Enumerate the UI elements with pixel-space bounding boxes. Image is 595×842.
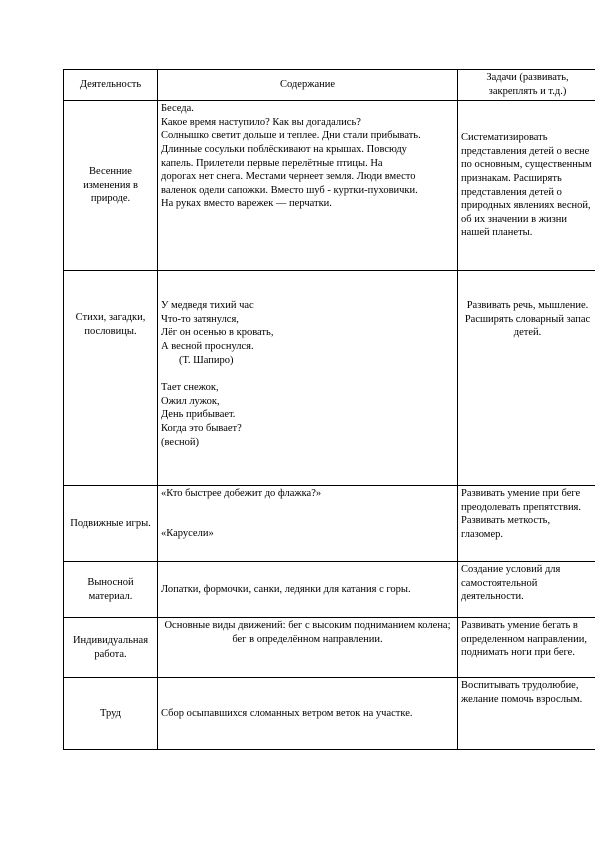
content-cell: Сбор осыпавшихся сломанных ветром веток на участке.: [158, 678, 458, 750]
content-cell: Лопатки, формочки, санки, ледянки для катания с горы.: [158, 562, 458, 618]
content-cell: Основные виды движений: бег с высоким подниманием колена; бег в определённом направлении.: [158, 618, 458, 678]
header-tasks: Задачи (развивать, закреплять и т.д.): [458, 70, 595, 101]
content-line: На руках вместо варежек — перчатки.: [161, 198, 332, 210]
activity-cell: Весенние изменения в природе.: [64, 101, 158, 271]
header-content: Содержание: [158, 70, 458, 101]
content-line: дорогах нет снега. Местами чернеет земля. Люди вместо: [161, 171, 416, 183]
tasks-cell: Систематизировать представления детей о весне по основным, существенным признакам. Расширять представления детей о природных явлениях весной, об их значении в жизни нашей планеты.: [458, 101, 595, 271]
riddle-line: День прибывает.: [161, 409, 236, 421]
task-text: Развивать меткость, глазомер.: [461, 515, 551, 540]
poem-line: У медведя тихий час: [161, 300, 254, 311]
tasks-cell: [458, 486, 595, 562]
row-labor: [64, 678, 595, 750]
activity-cell: Выносной материал.: [64, 562, 158, 618]
row-outdoor-games: [64, 486, 595, 562]
activity-cell: Труд: [64, 678, 158, 750]
content-cell: [158, 101, 458, 271]
content-line: Беседа.: [161, 103, 194, 114]
content-line: Длинные сосульки поблёскивают на крышах. Повсюду: [161, 143, 407, 155]
content-cell: [158, 486, 458, 562]
content-line: Какое время наступило? Как вы догадались?: [161, 116, 361, 128]
riddle-answer: (весной): [161, 436, 199, 448]
tasks-cell: Воспитывать трудолюбие, желание помочь взрослым.: [458, 678, 595, 750]
plan-table: [63, 69, 595, 750]
poem-author: (Т. Шапиро): [179, 354, 234, 366]
riddle-line: Тает снежок,: [161, 382, 219, 394]
content-line: валенок одели сапожки. Вместо шуб - куртки-пуховички.: [161, 184, 418, 196]
poem-line: Лёг он осенью в кровать,: [161, 327, 274, 339]
riddle-line: Когда это бывает?: [161, 423, 242, 435]
poem-line: А весной проснулся.: [161, 340, 254, 352]
activity-cell: Индивидуальная работа.: [64, 618, 158, 678]
poem-line: Что-то затянулся,: [161, 313, 239, 325]
activity-cell: Подвижные игры.: [64, 486, 158, 562]
row-outdoor-material: [64, 562, 595, 618]
header-activity: Деятельность: [64, 70, 158, 101]
content-line: Солнышко светит дольше и теплее. Дни стали прибывать.: [161, 130, 421, 142]
activity-cell: Стихи, загадки, пословицы.: [64, 271, 158, 486]
task-text: Развивать умение при беге преодолевать препятствия.: [461, 488, 582, 513]
table-header-row: [64, 70, 595, 101]
content-cell: [158, 271, 458, 486]
tasks-cell: Развивать речь, мышление. Расширять словарный запас детей.: [458, 271, 595, 486]
riddle-line: Ожил лужок,: [161, 395, 220, 407]
tasks-cell: Создание условий для самостоятельной деятельности.: [458, 562, 595, 618]
tasks-cell: Развивать умение бегать в определенном направлении, поднимать ноги при беге.: [458, 618, 595, 678]
row-spring-changes: [64, 101, 595, 271]
row-individual-work: [64, 618, 595, 678]
game-name: «Кто быстрее добежит до флажка?»: [161, 488, 322, 499]
content-line: капель. Прилетели первые перелётные птицы. На: [161, 157, 383, 169]
spacer: [161, 367, 454, 381]
game-name: «Карусели»: [161, 527, 214, 539]
row-poems-riddles: [64, 271, 595, 486]
